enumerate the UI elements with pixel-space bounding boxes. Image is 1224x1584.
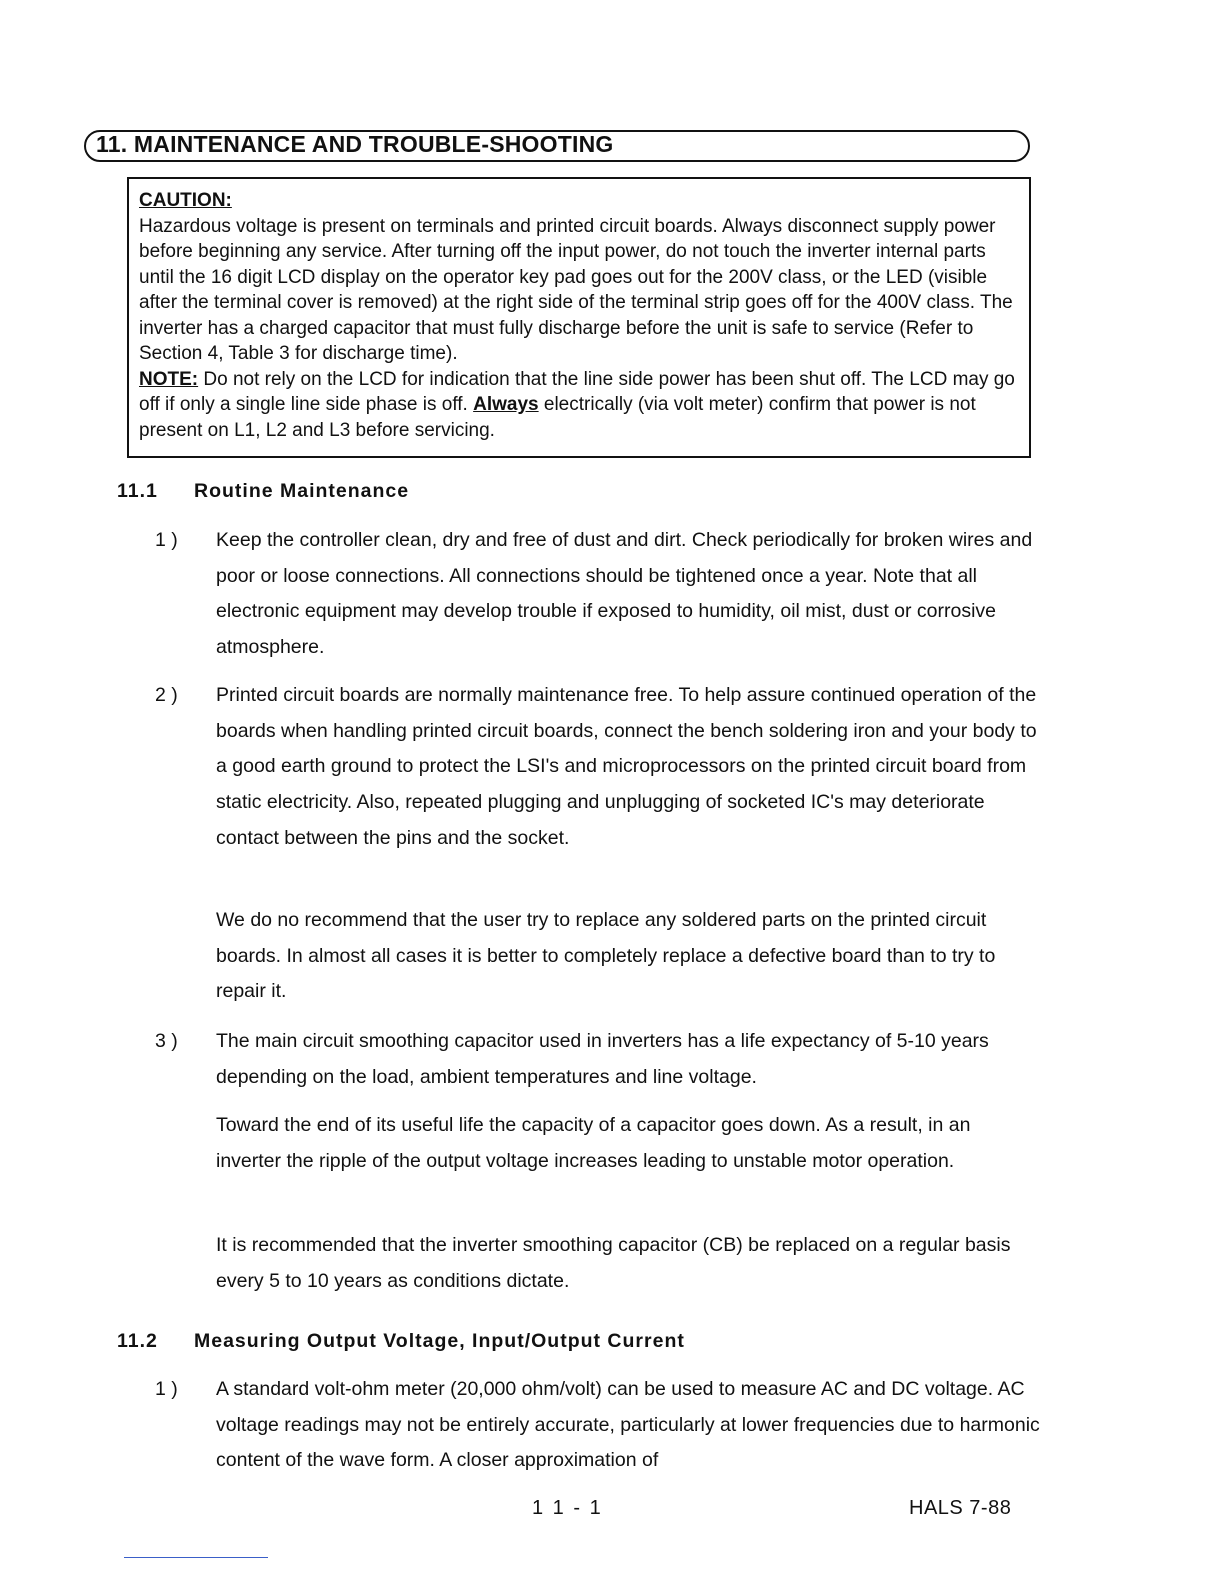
paragraph: It is recommended that the inverter smoothing capacitor (CB) be replaced on a regular basis every 5 to 10 years as conditions dictate. (216, 1234, 1011, 1292)
section-number: 11.1 (117, 480, 158, 502)
list-item (150, 1024, 1040, 1095)
list-item (150, 523, 1040, 666)
note-text-1: Do not rely on the LCD for indication that the line side power has been shut off. The LCD may go off if only a single line side phase is off. (139, 368, 1015, 415)
list-marker: 1 ) (155, 1378, 178, 1400)
list-item-text: A standard volt-ohm meter (20,000 ohm/volt) can be used to measure AC and DC voltage. AC voltage readings may not be entirely accurate, particularly at lower frequencies due to harmonic content of the wave form. A closer approximation of (216, 1378, 1040, 1472)
list-marker: 3 ) (155, 1030, 178, 1052)
caution-box (127, 177, 1031, 458)
list-item-text: Printed circuit boards are normally maintenance free. To help assure continued operation of the boards when handling printed circuit boards, connect the bench soldering iron and your body to a good earth ground to protect the LSI's and microprocessors on the printed circuit board from static electricity. Also, repeated plugging and unplugging of socketed IC's may deteriorate contact between the pins and the socket. (216, 684, 1037, 849)
section-number: 11.2 (117, 1330, 158, 1352)
list-item (150, 678, 1040, 857)
section-title: Routine Maintenance (194, 480, 410, 502)
list-marker: 1 ) (155, 529, 178, 551)
section-heading-11-1 (117, 480, 409, 503)
section-title: Measuring Output Voltage, Input/Output Current (194, 1330, 685, 1352)
paragraph: Toward the end of its useful life the capacity of a capacitor goes down. As a result, in an inverter the ripple of the output voltage increases leading to unstable motor operation. (216, 1114, 971, 1172)
caution-text: Hazardous voltage is present on terminals and printed circuit boards. Always disconnect supply power before beginning any service. After turning off the input power, do not touch the inverter internal parts until the 16 digit LCD display on the operator key pad goes out for the 200V class, or the LED (visible after the terminal cover is removed) at the right side of the terminal strip goes off for the 400V class. The inverter has a charged capacitor that must fully discharge before the unit is safe to service (Refer to Section 4, Table 3 for discharge time). (139, 215, 1013, 364)
note-label: NOTE: (139, 368, 199, 390)
section-heading-11-2 (117, 1330, 685, 1353)
note-emphasis: Always (473, 394, 539, 415)
list-marker: 2 ) (155, 684, 178, 706)
document-id: HALS 7-88 (909, 1497, 1012, 1519)
paragraph: We do no recommend that the user try to replace any soldered parts on the printed circuit boards. In almost all cases it is better to completely replace a defective board than to try to repair it. (216, 909, 996, 1003)
list-item-text: Keep the controller clean, dry and free of dust and dirt. Check periodically for broken wires and poor or loose connections. All connections should be tightened once a year. Note that all electronic equipment may develop trouble if exposed to humidity, oil mist, dust or corrosive atmosphere. (216, 529, 1033, 659)
chapter-title: 11. MAINTENANCE AND TROUBLE-SHOOTING (96, 131, 614, 157)
note-text-2: electrically (via volt meter) confirm that power is not present on L1, L2 and L3 before servicing. (139, 394, 976, 441)
list-item (150, 1372, 1040, 1479)
page-number: 1 1 - 1 (532, 1497, 603, 1519)
caution-label: CAUTION: (139, 190, 232, 211)
list-item-text: The main circuit smoothing capacitor used in inverters has a life expectancy of 5-10 years depending on the load, ambient temperatures and line voltage. (216, 1030, 989, 1088)
footnote-rule (124, 1557, 268, 1558)
